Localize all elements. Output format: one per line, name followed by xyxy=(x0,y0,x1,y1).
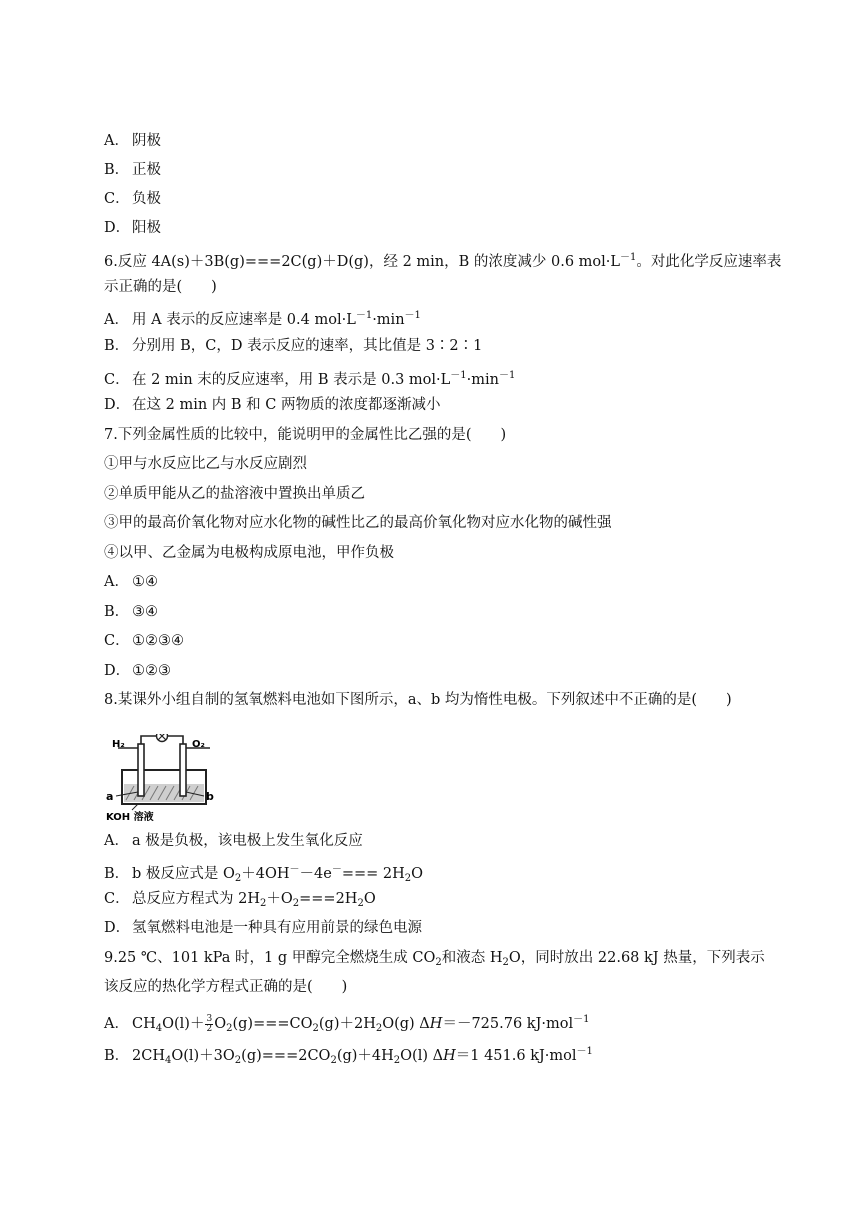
unit-text: ·min xyxy=(466,372,500,388)
o2-label: O₂ xyxy=(192,739,205,750)
formula-text: CH xyxy=(132,1016,156,1032)
option-letter: D． xyxy=(104,220,131,236)
formula-text: 2CH xyxy=(132,1048,165,1064)
subscript: 2 xyxy=(502,957,509,968)
option-text: ③④ xyxy=(132,604,158,620)
formula-text: (g)===CO xyxy=(232,1016,313,1032)
q7-option-d xyxy=(104,661,171,681)
enthalpy-symbol: H xyxy=(429,1016,443,1032)
q5-option-b xyxy=(104,160,161,180)
option-text: 在这 2 min 内 B 和 C 两物质的浓度都逐渐减小 xyxy=(132,397,441,413)
subscript: 4 xyxy=(155,1023,163,1034)
superscript: －1 xyxy=(576,1046,593,1057)
option-letter: A． xyxy=(104,1016,129,1032)
option-text: 阳极 xyxy=(132,220,161,236)
q9-stem-text: 和液态 H xyxy=(441,950,503,966)
subscript: 2 xyxy=(226,1023,233,1034)
option-text: 阴极 xyxy=(132,133,161,149)
q7-statement-3: ③甲的最高价氧化物对应水化物的碱性比乙的最高价氧化物对应水化物的碱性强 xyxy=(104,515,612,531)
option-text: ①②③④ xyxy=(132,633,184,649)
electrode-b-label: b xyxy=(206,790,214,803)
formula-text: (g)＋2H xyxy=(318,1016,376,1032)
option-text: 总反应方程式为 2H xyxy=(132,891,260,907)
q9-stem-text: O，同时放出 22.68 kJ 热量，下列表示 xyxy=(508,950,765,966)
option-text: 负极 xyxy=(132,191,161,207)
q7-stem: 7.下列金属性质的比较中，能说明甲的金属性比乙强的是( ) xyxy=(104,427,507,443)
q9-option-a xyxy=(104,1010,590,1039)
q9-stem-text: 9.25 ℃、101 kPa 时，1 g 甲醇完全燃烧生成 CO xyxy=(104,950,436,966)
option-text: O xyxy=(363,891,376,907)
subscript: 2 xyxy=(375,1023,383,1034)
formula-text: O(g) Δ xyxy=(382,1016,430,1032)
q6-stem-text: 6.反应 4A(s)＋3B(g)===2C(g)＋D(g)，经 2 min，B 的浓度减少 0.6 mol·L xyxy=(104,254,621,270)
subscript: 2 xyxy=(312,1023,319,1034)
formula-text: O(l)＋ xyxy=(162,1016,205,1032)
q6-option-b xyxy=(104,336,482,356)
subscript: 2 xyxy=(234,873,242,884)
option-letter: A． xyxy=(104,574,129,590)
q9-stem-line1 xyxy=(104,948,765,973)
option-letter: A． xyxy=(104,833,129,849)
superscript: －1 xyxy=(620,252,637,263)
q6-option-c xyxy=(104,366,515,390)
formula-text: O xyxy=(214,1016,227,1032)
electrode-a-tube xyxy=(138,744,144,796)
formula-text: (g)＋4H xyxy=(336,1048,394,1064)
q7-statement-1: ①甲与水反应比乙与水反应剧烈 xyxy=(104,456,307,472)
q8-stem: 8.某课外小组自制的氢氧燃料电池如下图所示，a、b 均为惰性电极。下列叙述中不正确的是( ) xyxy=(104,692,732,708)
q9-option-b xyxy=(104,1042,593,1071)
subscript: 2 xyxy=(292,898,300,909)
subscript: 2 xyxy=(330,1055,337,1066)
subscript: 2 xyxy=(234,1055,242,1066)
option-letter: C． xyxy=(104,633,130,649)
superscript: － xyxy=(289,864,300,875)
q7-option-c xyxy=(104,631,184,651)
q6-stem-end: 。对此化学反应速率表 xyxy=(636,254,782,270)
option-text: 在 2 min 末的反应速率，用 B 表示是 0.3 mol·L xyxy=(132,372,451,388)
option-letter: A． xyxy=(104,133,129,149)
subscript: 2 xyxy=(393,1055,401,1066)
q7-statement-2: ②单质甲能从乙的盐溶液中置换出单质乙 xyxy=(104,486,365,502)
option-letter: B． xyxy=(104,338,130,354)
fraction-denominator: 2 xyxy=(206,1023,213,1034)
superscript: －1 xyxy=(450,370,467,381)
superscript: －1 xyxy=(573,1014,590,1025)
subscript: 2 xyxy=(259,898,267,909)
option-text: O xyxy=(411,866,424,882)
electrode-a-label: a xyxy=(106,790,114,803)
option-letter: C． xyxy=(104,372,130,388)
subscript: 2 xyxy=(357,898,364,909)
option-letter: B． xyxy=(104,1048,130,1064)
formula-text: O(l) Δ xyxy=(400,1048,444,1064)
option-text: ①②③ xyxy=(132,663,171,679)
q5-option-d xyxy=(104,218,161,238)
option-text: ＋4OH xyxy=(241,866,290,882)
q7-option-b xyxy=(104,602,158,622)
q6-option-a xyxy=(104,306,421,330)
option-letter: B． xyxy=(104,604,130,620)
formula-text: ＝－725.76 kJ·mol xyxy=(442,1016,574,1032)
q8-option-b xyxy=(104,860,423,889)
option-text: 正极 xyxy=(132,162,161,178)
formula-text: O(l)＋3O xyxy=(171,1048,235,1064)
q6-stem-line1 xyxy=(104,248,781,272)
option-text: b 极反应式是 O xyxy=(132,866,235,882)
option-letter: D． xyxy=(104,663,131,679)
option-letter: C． xyxy=(104,891,130,907)
q6-stem-line2: 示正确的是( ) xyxy=(104,279,217,295)
option-letter: C． xyxy=(104,191,130,207)
fraction xyxy=(205,1015,213,1034)
lamp-icon xyxy=(157,734,168,742)
enthalpy-symbol: H xyxy=(443,1048,456,1064)
formula-text: ＝1 451.6 kJ·mol xyxy=(455,1048,577,1064)
option-text: 氢氧燃料电池是一种具有应用前景的绿色电源 xyxy=(132,920,422,936)
option-text: ＋O xyxy=(266,891,293,907)
superscript: －1 xyxy=(355,310,373,321)
option-text: 分别用 B，C，D 表示反应的速率，其比值是 3∶2∶1 xyxy=(132,338,483,354)
subscript: 2 xyxy=(404,873,412,884)
option-letter: D． xyxy=(104,920,131,936)
option-letter: B． xyxy=(104,162,130,178)
option-text: ①④ xyxy=(132,574,158,590)
option-text: －4e xyxy=(299,866,332,882)
fuel-cell-diagram xyxy=(104,734,220,822)
subscript: 2 xyxy=(435,957,442,968)
q8-option-a xyxy=(104,831,363,851)
q6-option-d xyxy=(104,395,440,415)
option-text: a 极是负极，该电极上发生氧化反应 xyxy=(132,833,363,849)
option-letter: A． xyxy=(104,312,129,328)
h2-label: H₂ xyxy=(112,739,125,750)
formula-text: (g)===2CO xyxy=(241,1048,331,1064)
option-text: === 2H xyxy=(341,866,405,882)
superscript: － xyxy=(331,864,342,875)
electrode-b-tube xyxy=(180,744,186,796)
subscript: 4 xyxy=(164,1055,172,1066)
q7-statement-4: ④以甲、乙金属为电极构成原电池，甲作负极 xyxy=(104,545,394,561)
q7-option-a xyxy=(104,572,158,592)
koh-caption: KOH 溶液 xyxy=(106,812,154,822)
q5-option-c xyxy=(104,189,161,209)
q8-option-d xyxy=(104,918,422,938)
option-letter: B． xyxy=(104,866,130,882)
option-text: 用 A 表示的反应速率是 0.4 mol·L xyxy=(132,312,356,328)
q8-option-c xyxy=(104,889,376,914)
q9-stem-line2: 该反应的热化学方程式正确的是( ) xyxy=(104,979,348,995)
fraction-numerator: 3 xyxy=(206,1013,213,1024)
option-letter: D． xyxy=(104,397,131,413)
option-text: ===2H xyxy=(299,891,358,907)
unit-text: ·min xyxy=(372,312,405,328)
q5-option-a xyxy=(104,131,161,151)
superscript: －1 xyxy=(499,370,516,381)
superscript: －1 xyxy=(404,310,421,321)
